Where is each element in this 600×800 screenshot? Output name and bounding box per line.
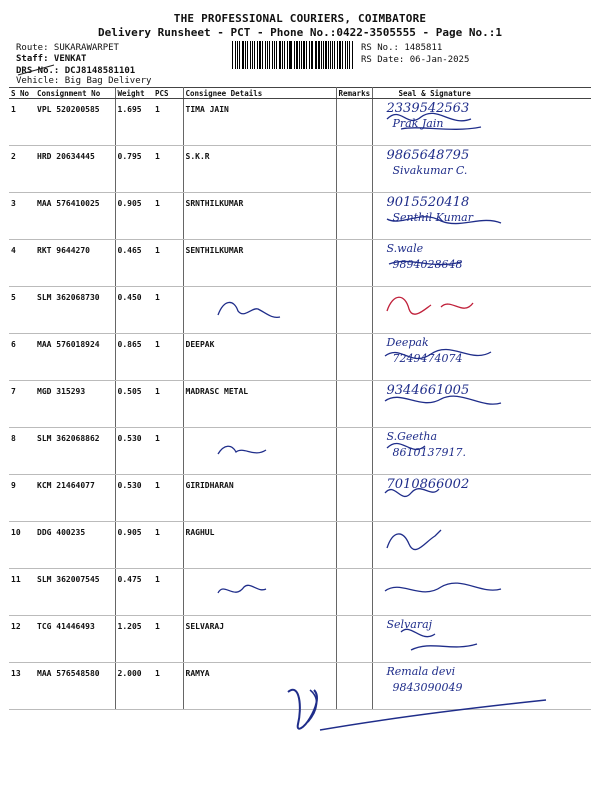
row-sno-text: 1 — [11, 105, 16, 114]
seal-signature-cell — [372, 428, 591, 475]
weight-value — [115, 428, 153, 475]
table-row — [9, 569, 591, 616]
weight-value-text: 1.205 — [117, 622, 142, 631]
col-weight: Weight — [115, 88, 153, 99]
row-sno-text: 11 — [11, 575, 21, 584]
remarks-cell — [336, 381, 372, 428]
table-row — [9, 381, 591, 428]
handwritten-signature-text: 8610137917. — [392, 446, 466, 459]
consignment-number-text: DDG 400235 — [37, 528, 86, 537]
consignment-number — [35, 522, 115, 569]
row-sno — [9, 663, 35, 710]
remarks-cell — [336, 99, 372, 146]
signature-scribble — [381, 287, 581, 327]
seal-signature-cell — [372, 146, 591, 193]
weight-value — [115, 240, 153, 287]
pcs-value — [153, 428, 183, 475]
barcode-image — [232, 41, 354, 69]
table-row — [9, 193, 591, 240]
consignment-number-text: MAA 576018924 — [37, 340, 100, 349]
consignment-number-text: SLM 362007545 — [37, 575, 100, 584]
consignee-name — [183, 381, 336, 428]
consignment-number-text: MGD 315293 — [37, 387, 86, 396]
pcs-value-text: 1 — [155, 528, 160, 537]
col-remarks: Remarks — [336, 88, 372, 99]
handwritten-signature-text: 7010866002 — [386, 477, 470, 492]
handwritten-signature-text: Senthil Kumar — [392, 211, 473, 224]
weight-value-text: 0.475 — [117, 575, 142, 584]
handwritten-signature-text: Selvaraj — [386, 618, 433, 631]
rs-date: RS Date: 06-Jan-2025 — [361, 55, 470, 65]
pcs-value — [153, 663, 183, 710]
remarks-cell — [336, 193, 372, 240]
row-sno-text: 10 — [11, 528, 21, 537]
weight-value-text: 0.505 — [117, 387, 142, 396]
row-sno — [9, 522, 35, 569]
consignment-number — [35, 616, 115, 663]
remarks-cell — [336, 146, 372, 193]
col-consignment: Consignment No — [35, 88, 115, 99]
consignee-name-text: SRNTHILKUMAR — [185, 199, 244, 208]
weight-value-text: 0.865 — [117, 340, 142, 349]
consignment-number — [35, 381, 115, 428]
consignment-number-text: RKT 9644270 — [37, 246, 90, 255]
handwritten-signature-text: Remala devi — [386, 665, 456, 678]
row-sno — [9, 193, 35, 240]
weight-value-text: 0.905 — [117, 528, 142, 537]
handwritten-signature-text: 9015520418 — [386, 195, 470, 210]
consignment-number — [35, 240, 115, 287]
row-sno — [9, 475, 35, 522]
drs-number: DRS No.: DCJ8148581101 — [16, 66, 136, 76]
col-seal: Seal & Signature — [372, 88, 591, 99]
seal-signature-cell — [372, 475, 591, 522]
remarks-cell — [336, 428, 372, 475]
pcs-value — [153, 146, 183, 193]
weight-value-text: 1.695 — [117, 105, 142, 114]
table-row — [9, 616, 591, 663]
row-sno — [9, 99, 35, 146]
consignee-name-text: GIRIDHARAN — [185, 481, 234, 490]
weight-value-text: 0.530 — [117, 434, 142, 443]
rs-number: RS No.: 1485811 — [361, 43, 443, 53]
row-sno — [9, 569, 35, 616]
remarks-cell — [336, 522, 372, 569]
weight-value — [115, 522, 153, 569]
consignee-name — [183, 616, 336, 663]
consignee-name-text: RAMYA — [185, 669, 210, 678]
pcs-value — [153, 334, 183, 381]
table-row — [9, 99, 591, 146]
row-sno — [9, 287, 35, 334]
seal-signature-cell — [372, 569, 591, 616]
table-header-row — [9, 88, 591, 99]
consignment-number-text: MAA 576548580 — [37, 669, 100, 678]
consignment-number-text: TCG 41446493 — [37, 622, 95, 631]
pcs-value-text: 1 — [155, 293, 160, 302]
consignee-name-text: TIMA JAIN — [185, 105, 229, 114]
consignment-number-text: SLM 362068862 — [37, 434, 100, 443]
handwritten-signature-text: 2339542563 — [386, 101, 470, 116]
consignee-name — [183, 428, 336, 475]
pcs-value-text: 1 — [155, 387, 160, 396]
weight-value-text: 0.450 — [117, 293, 142, 302]
row-sno — [9, 616, 35, 663]
remarks-cell — [336, 287, 372, 334]
col-consignee: Consignee Details — [183, 88, 336, 99]
consignee-name — [183, 240, 336, 287]
row-sno-text: 3 — [11, 199, 16, 208]
row-sno — [9, 146, 35, 193]
row-sno-text: 7 — [11, 387, 16, 396]
consignment-number-text: MAA 576410025 — [37, 199, 100, 208]
seal-signature-cell — [372, 287, 591, 334]
consignee-name — [183, 146, 336, 193]
row-sno-text: 9 — [11, 481, 16, 490]
table-row — [9, 522, 591, 569]
pcs-value — [153, 522, 183, 569]
pcs-value — [153, 569, 183, 616]
supervisor-signature — [280, 678, 560, 738]
row-sno-text: 4 — [11, 246, 16, 255]
consignment-number-text: HRD 20634445 — [37, 152, 95, 161]
vehicle-label: Vehicle: Big Bag Delivery — [16, 76, 152, 86]
consignment-number — [35, 569, 115, 616]
handwritten-signature-text: S.wale — [386, 242, 424, 255]
row-sno-text: 8 — [11, 434, 16, 443]
consignment-number-text: KCM 21464077 — [37, 481, 95, 490]
weight-value-text: 0.530 — [117, 481, 142, 490]
pcs-value-text: 1 — [155, 481, 160, 490]
consignment-number — [35, 146, 115, 193]
pcs-value-text: 1 — [155, 434, 160, 443]
consignee-name — [183, 569, 336, 616]
seal-signature-cell — [372, 240, 591, 287]
handwritten-signature-text: 9865648795 — [386, 148, 470, 163]
col-sno: S No — [9, 88, 35, 99]
consignee-name — [183, 334, 336, 381]
consignee-name-text: S.K.R — [185, 152, 210, 161]
row-sno — [9, 240, 35, 287]
pcs-value — [153, 287, 183, 334]
route-label: Route: SUKARAWARPET — [16, 43, 119, 53]
pcs-value-text: 1 — [155, 340, 160, 349]
runsheet-table — [9, 87, 591, 710]
table-row — [9, 428, 591, 475]
weight-value-text: 0.465 — [117, 246, 142, 255]
pcs-value — [153, 475, 183, 522]
remarks-cell — [336, 240, 372, 287]
pcs-value-text: 1 — [155, 622, 160, 631]
weight-value — [115, 616, 153, 663]
weight-value — [115, 287, 153, 334]
row-sno-text: 2 — [11, 152, 16, 161]
seal-signature-cell — [372, 616, 591, 663]
consignment-number-text: SLM 362068730 — [37, 293, 100, 302]
weight-value-text: 0.795 — [117, 152, 142, 161]
seal-signature-cell — [372, 381, 591, 428]
consignment-number — [35, 334, 115, 381]
consignment-number — [35, 287, 115, 334]
seal-signature-cell — [372, 99, 591, 146]
weight-value — [115, 99, 153, 146]
remarks-cell — [336, 475, 372, 522]
consignee-name — [183, 475, 336, 522]
staff-label: Staff: VENKAT — [16, 54, 87, 64]
row-sno — [9, 381, 35, 428]
handwritten-signature-text: 9843090049 — [392, 681, 463, 694]
row-sno — [9, 428, 35, 475]
weight-value — [115, 146, 153, 193]
handwritten-signature-text: Sivakumar C. — [392, 164, 468, 177]
table-row — [9, 334, 591, 381]
consignment-number — [35, 663, 115, 710]
table-row — [9, 240, 591, 287]
col-pcs: PCS — [153, 88, 183, 99]
runsheet-subtitle: Delivery Runsheet - PCT - Phone No.:0422-3505555 - Page No.:1 — [98, 26, 502, 39]
handwritten-signature-text: Prak Jain — [392, 117, 444, 130]
handwritten-signature-text: 9344661005 — [386, 383, 470, 398]
consignment-number — [35, 475, 115, 522]
consignment-number — [35, 428, 115, 475]
signature-scribble — [381, 569, 581, 609]
consignee-name — [183, 99, 336, 146]
pcs-value-text: 1 — [155, 575, 160, 584]
remarks-cell — [336, 616, 372, 663]
weight-value — [115, 569, 153, 616]
row-sno-text: 6 — [11, 340, 16, 349]
consignment-number — [35, 193, 115, 240]
weight-value-text: 2.000 — [117, 669, 142, 678]
row-sno — [9, 334, 35, 381]
consignee-name-text: RAGHUL — [185, 528, 215, 537]
weight-value — [115, 475, 153, 522]
seal-signature-cell — [372, 334, 591, 381]
seal-signature-cell — [372, 193, 591, 240]
consignee-name-text: MADRASC METAL — [185, 387, 249, 396]
consignee-name — [183, 522, 336, 569]
weight-value — [115, 663, 153, 710]
handwritten-signature-text: 7249474074 — [392, 352, 463, 365]
table-row — [9, 287, 591, 334]
consignment-number — [35, 99, 115, 146]
company-title: THE PROFESSIONAL COURIERS, COIMBATORE — [173, 12, 427, 25]
consignee-name — [183, 193, 336, 240]
consignee-name-text: SELVARAJ — [185, 622, 225, 631]
pcs-value-text: 1 — [155, 669, 160, 678]
pcs-value — [153, 240, 183, 287]
weight-value — [115, 193, 153, 240]
pcs-value — [153, 616, 183, 663]
signature-scribble — [381, 522, 581, 562]
drs-strike-mark — [16, 63, 56, 77]
seal-signature-cell — [372, 522, 591, 569]
consignee-name-text: SENTHILKUMAR — [185, 246, 244, 255]
row-sno-text: 12 — [11, 622, 21, 631]
pcs-value — [153, 193, 183, 240]
weight-value — [115, 381, 153, 428]
consignee-handwritten-mark — [214, 430, 294, 466]
consignee-name — [183, 287, 336, 334]
consignee-name-text: DEEPAK — [185, 340, 215, 349]
consignment-number-text: VPL 520200585 — [37, 105, 100, 114]
remarks-cell — [336, 569, 372, 616]
pcs-value — [153, 381, 183, 428]
pcs-value-text: 1 — [155, 199, 160, 208]
consignee-handwritten-mark — [214, 571, 294, 607]
handwritten-signature-text: 9894028648 — [392, 258, 463, 271]
row-sno-text: 5 — [11, 293, 16, 302]
pcs-value-text: 1 — [155, 105, 160, 114]
pcs-value-text: 1 — [155, 152, 160, 161]
weight-value-text: 0.905 — [117, 199, 142, 208]
weight-value — [115, 334, 153, 381]
table-row — [9, 475, 591, 522]
handwritten-signature-text: S.Geetha — [386, 430, 438, 443]
row-sno-text: 13 — [11, 669, 21, 678]
consignee-handwritten-mark — [214, 289, 294, 325]
handwritten-signature-text: Deepak — [386, 336, 429, 349]
pcs-value — [153, 99, 183, 146]
table-row — [9, 146, 591, 193]
pcs-value-text: 1 — [155, 246, 160, 255]
remarks-cell — [336, 334, 372, 381]
